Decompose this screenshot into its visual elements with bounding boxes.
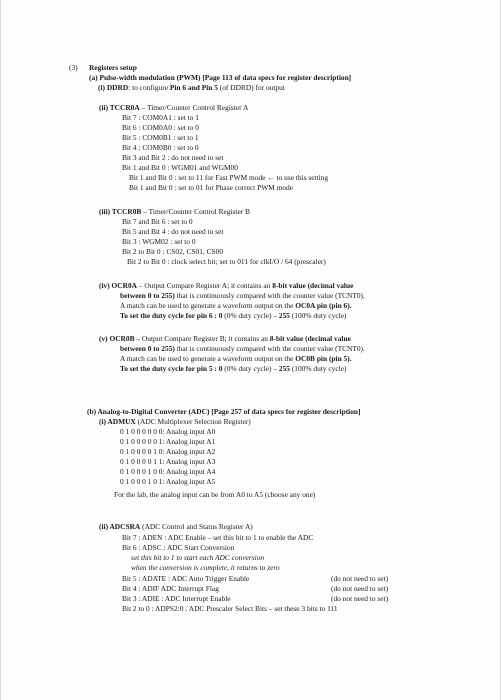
adcsra-bit4-note: (do not need to set) bbox=[331, 584, 389, 593]
ocr0a-line3 bbox=[120, 301, 352, 310]
adcsra-bit6-note2: when the conversion is complete, it returns to zero bbox=[131, 563, 280, 572]
ocr0b-label: (v) OCR0B bbox=[99, 334, 135, 343]
pwm-heading: (a) Pulse-width modulation (PWM) [Page 113 of data specs for register description] bbox=[89, 73, 352, 82]
tccr0a-fast-pwm: Bit 1 and Bit 0 : set to 11 for Fast PWM mode ← to use this setting bbox=[129, 173, 329, 182]
tccr0a-bit1-0: Bit 1 and Bit 0 : WGM01 and WGM00 bbox=[122, 163, 238, 172]
admux-input-label: : Analog input A1 bbox=[162, 437, 216, 446]
ocr0b-text-3b: OC0B pin (pin 5). bbox=[295, 354, 352, 363]
ocr0a-text-3a: A match can be used to generate a waveform output on the bbox=[120, 301, 296, 310]
ocr0b-text-2a: between 0 to 255) bbox=[120, 344, 175, 353]
admux-desc: (ADC Multiplexer Selection Register) bbox=[135, 417, 251, 426]
admux-code: 0 1 0 0 0 0 1 0 bbox=[120, 447, 163, 456]
ocr0a-line1 bbox=[99, 281, 353, 290]
section-title: Registers setup bbox=[89, 63, 137, 72]
section-number: (3) bbox=[69, 63, 78, 72]
ocr0b-line4 bbox=[120, 364, 346, 373]
ocr0b-text-4c: 255 bbox=[278, 364, 290, 373]
adc-heading: (b) Analog-to-Digital Converter (ADC) [Page 257 of data specs for register description] bbox=[87, 407, 361, 416]
admux-code: 0 1 0 0 0 1 0 1 bbox=[120, 477, 163, 486]
ocr0b-text-2b: that is continuously compared with the counter value (TCNT0). bbox=[174, 344, 365, 353]
tccr0b-bit5-4: Bit 5 and Bit 4 : do not need to set bbox=[122, 227, 224, 236]
tccr0a-label: (ii) TCCR0A bbox=[99, 103, 140, 112]
tccr0a-bit6: Bit 6 : COM0A0 : set to 0 bbox=[122, 123, 199, 132]
adcsra-bit3-note: (do not need to set) bbox=[331, 594, 389, 603]
ocr0b-text-1a: – Output Compare Register B; it contains an bbox=[134, 334, 270, 343]
ddrd-tail: (of DDRD) for output bbox=[217, 83, 285, 92]
adcsra-bit6: Bit 6 : ADSC : ADC Start Conversion bbox=[122, 543, 235, 552]
tccr0b-label: (iii) TCCR0B bbox=[99, 207, 142, 216]
admux-code: 0 1 0 0 0 1 0 0 bbox=[120, 467, 163, 476]
adcsra-desc: (ADC Control and Status Register A) bbox=[140, 522, 253, 531]
tccr0a-bit7: Bit 7 : COM0A1 : set to 1 bbox=[122, 113, 199, 122]
adcsra-bit3: Bit 3 : ADIE : ADC Interrupt Enable bbox=[122, 594, 231, 603]
ocr0a-line4 bbox=[120, 311, 346, 320]
ddrd-label: (i) DDRD bbox=[98, 83, 129, 92]
tccr0b-bit2-0: Bit 2 to Bit 0 : CS02, CS01, CS00 bbox=[122, 247, 224, 256]
ocr0a-label: (iv) OCR0A bbox=[99, 281, 137, 290]
admux-input-a1 bbox=[120, 437, 215, 446]
ocr0a-text-2a: between 0 to 255) bbox=[120, 291, 175, 300]
adcsra-bit7: Bit 7 : ADEN : ADC Enable – set this bit to 1 to enable the ADC bbox=[122, 533, 314, 542]
ocr0b-line1 bbox=[99, 334, 351, 343]
ocr0a-text-4b: (0% duty cycle) – bbox=[222, 311, 279, 320]
ocr0a-text-4a: To set the duty cycle for pin 6 : 0 bbox=[120, 311, 223, 320]
tccr0b-bit7-6: Bit 7 and Bit 6 : set to 0 bbox=[122, 217, 193, 226]
admux-input-label: : Analog input A0 bbox=[162, 427, 216, 436]
ocr0b-line3 bbox=[120, 354, 352, 363]
tccr0a-bit5: Bit 5 : COM0B1 : set to 1 bbox=[122, 133, 199, 142]
ocr0b-text-4d: (100% duty cycle) bbox=[289, 364, 347, 373]
ddrd-text: : to configure bbox=[128, 83, 170, 92]
tccr0b-desc: – Timer/Counter Control Register B bbox=[141, 207, 250, 216]
ocr0a-text-2b: that is continuously compared with the counter value (TCNT0). bbox=[174, 291, 365, 300]
adcsra-bit6-note1: set this bit to 1 to start each ADC conversion bbox=[131, 553, 265, 562]
adcsra-bit5-note: (do not need to set) bbox=[331, 574, 389, 583]
admux-input-a3 bbox=[120, 457, 215, 466]
admux-code: 0 1 0 0 0 0 0 1 bbox=[120, 437, 163, 446]
admux-input-label: : Analog input A2 bbox=[162, 447, 216, 456]
ocr0b-text-4a: To set the duty cycle for pin 5 : 0 bbox=[120, 364, 223, 373]
ocr0a-text-1a: – Output Compare Register A; it contains an bbox=[136, 281, 273, 290]
admux-input-label: : Analog input A3 bbox=[162, 457, 216, 466]
admux-code: 0 1 0 0 0 0 0 0 bbox=[120, 427, 163, 436]
admux-input-a0 bbox=[120, 427, 215, 436]
adcsra-bit2-0: Bit 2 to 0 : ADPS2:0 : ADC Prescaler Select Bits – set these 3 bits to 111 bbox=[122, 604, 338, 613]
ocr0a-text-4d: (100% duty cycle) bbox=[289, 311, 347, 320]
ocr0b-text-3a: A match can be used to generate a waveform output on the bbox=[120, 354, 296, 363]
ocr0a-text-4c: 255 bbox=[278, 311, 290, 320]
ocr0b-line2 bbox=[120, 344, 365, 353]
tccr0a-bit3-2: Bit 3 and Bit 2 : do not need to set bbox=[122, 153, 224, 162]
tccr0b-clock-select: Bit 2 to Bit 0 : clock select bit; set to 011 for clkI/O / 64 (prescaler) bbox=[127, 257, 326, 266]
adcsra-label: (ii) ADCSRA bbox=[99, 522, 141, 531]
admux-input-label: : Analog input A5 bbox=[162, 477, 216, 486]
admux-input-label: : Analog input A4 bbox=[162, 467, 216, 476]
tccr0b-bit3: Bit 3 : WGM02 : set to 0 bbox=[122, 237, 196, 246]
ddrd-pins: Pin 6 and Pin 5 bbox=[169, 83, 218, 92]
ocr0b-text-1b: 8-bit value (decimal value bbox=[269, 334, 351, 343]
tccr0a-desc: – Timer/Counter Control Register A bbox=[139, 103, 249, 112]
tccr0a-bit4: Bit 4 : COM0B0 : set to 0 bbox=[122, 143, 199, 152]
adcsra-bit5: Bit 5 : ADATE : ADC Auto Trigger Enable bbox=[122, 574, 250, 583]
admux-heading bbox=[99, 417, 251, 426]
adcsra-heading bbox=[99, 522, 253, 531]
ocr0a-line2 bbox=[120, 291, 365, 300]
admux-input-a4 bbox=[120, 467, 215, 476]
ocr0a-text-1b: 8-bit value (decimal value bbox=[272, 281, 354, 290]
admux-code: 0 1 0 0 0 0 1 1 bbox=[120, 457, 163, 466]
admux-input-a2 bbox=[120, 447, 215, 456]
admux-input-a5 bbox=[120, 477, 215, 486]
adcsra-bit4: Bit 4 : ADIF ADC Interrupt Flag bbox=[122, 584, 219, 593]
admux-footnote: For the lab, the analog input can be from A0 to A5 (choose any one) bbox=[114, 490, 316, 499]
ocr0b-text-4b: (0% duty cycle) – bbox=[222, 364, 279, 373]
tccr0a-heading bbox=[99, 103, 248, 112]
admux-label: (i) ADMUX bbox=[99, 417, 136, 426]
ocr0a-text-3b: OC0A pin (pin 6). bbox=[295, 301, 352, 310]
tccr0a-phase-pwm: Bit 1 and Bit 0 : set to 01 for Phase correct PWM mode bbox=[129, 183, 294, 192]
tccr0b-heading bbox=[99, 207, 250, 216]
ddrd-line bbox=[98, 83, 285, 92]
